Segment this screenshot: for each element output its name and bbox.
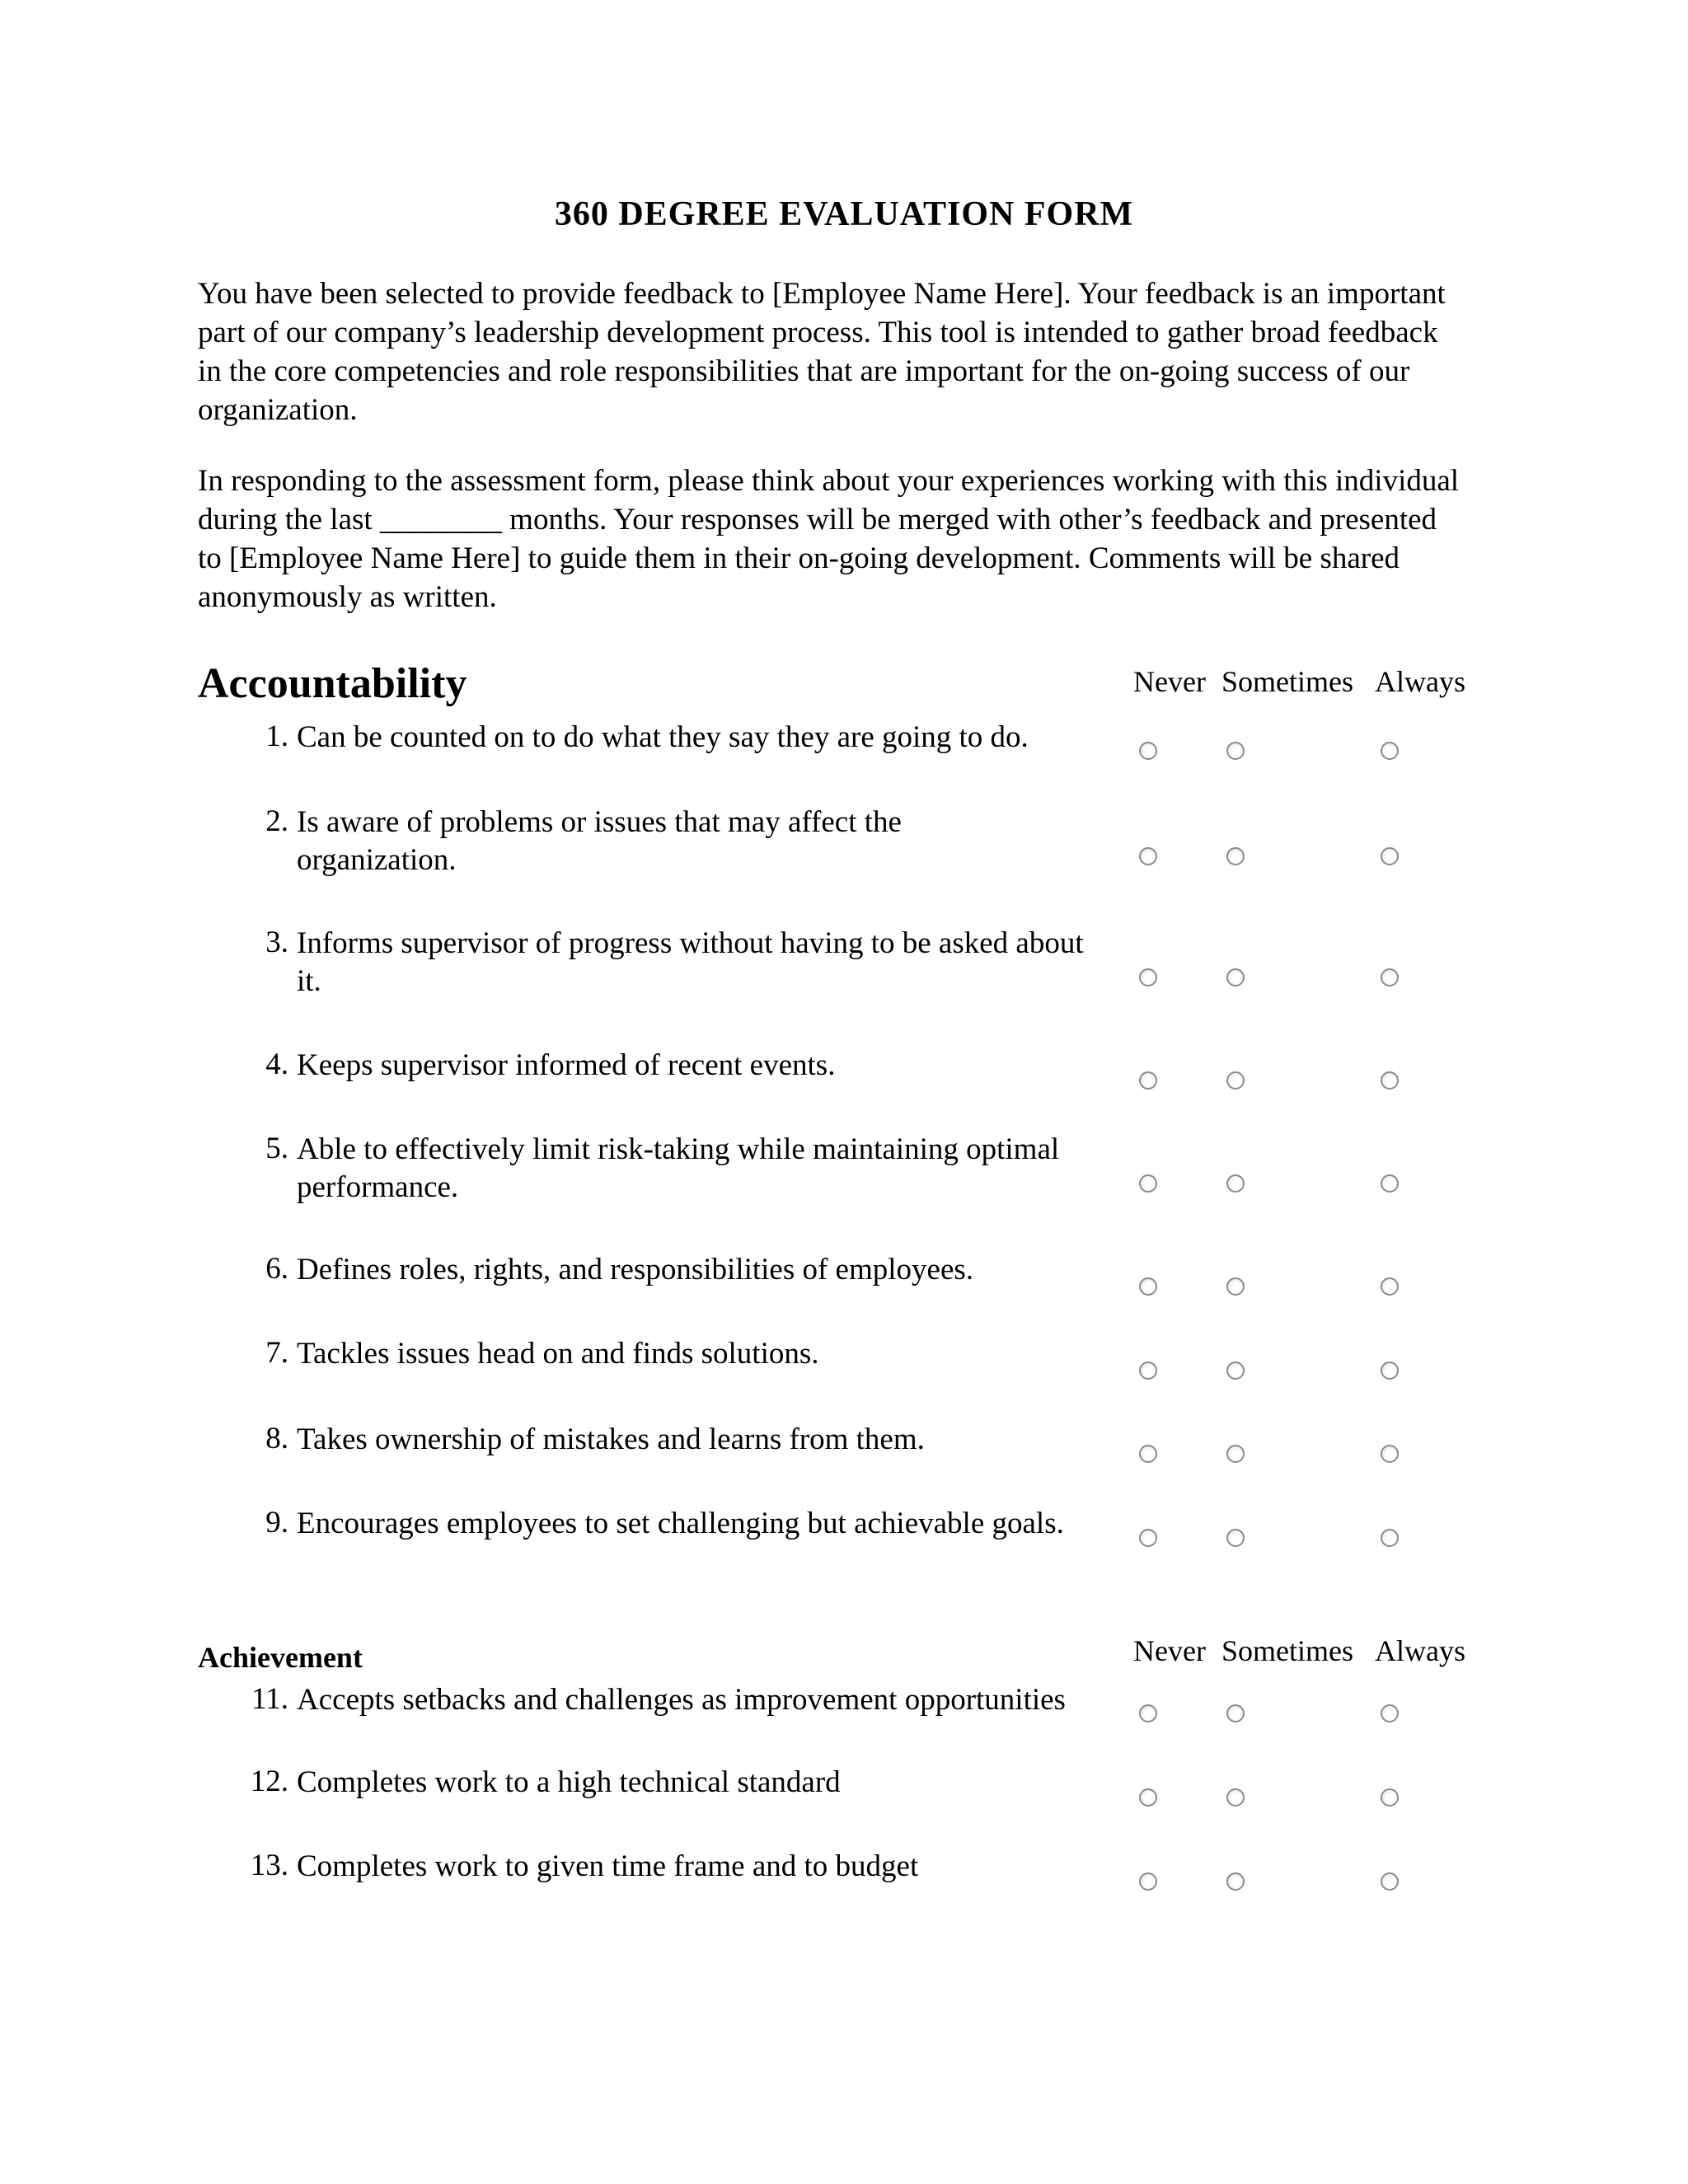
radio-q11-always[interactable] [1381,1704,1399,1722]
question-number: 1. [265,719,288,753]
question-text: Completes work to a high technical standard [297,1765,841,1799]
radio-q1-sometimes[interactable] [1226,742,1245,760]
radio-q7-never[interactable] [1139,1361,1157,1380]
radio-q8-sometimes[interactable] [1226,1445,1245,1463]
radio-q6-always[interactable] [1381,1277,1399,1296]
question-number: 7. [265,1336,288,1370]
question-number: 8. [265,1422,288,1455]
radio-q7-always[interactable] [1381,1361,1399,1380]
scale-label-never: Never [1133,1634,1206,1667]
radio-q13-always[interactable] [1381,1872,1399,1891]
radio-q3-sometimes[interactable] [1226,968,1245,987]
scale-label-sometimes: Sometimes [1221,1634,1353,1667]
question-number: 4. [265,1047,288,1081]
radio-q4-sometimes[interactable] [1226,1071,1245,1090]
question-text: Encourages employees to set challenging but achievable goals. [297,1507,1064,1540]
radio-q11-never[interactable] [1139,1704,1157,1722]
scale-label-sometimes: Sometimes [1221,665,1353,698]
question-text: Can be counted on to do what they say they are going to do. [297,720,1029,754]
question-text: Accepts setbacks and challenges as improvement opportunities [297,1683,1066,1717]
question-text: Able to effectively limit risk-taking while maintaining optimal performance. [297,1132,1060,1204]
radio-q13-never[interactable] [1139,1872,1157,1891]
radio-q8-never[interactable] [1139,1445,1157,1463]
form-title: 360 DEGREE EVALUATION FORM [554,195,1134,233]
radio-q12-always[interactable] [1381,1788,1399,1807]
intro-paragraph-2: In responding to the assessment form, please think about your experiences working with this individual during the last ________ months. Your responses will be merged with other’s feedback and presented to [Employee Name Here] to guide them in their on-going development. Comments will be shared anonymously as written. [198,464,1460,614]
question-text: Tackles issues head on and finds solutions. [297,1337,819,1371]
radio-q5-sometimes[interactable] [1226,1174,1245,1193]
scale-label-always: Always [1375,1634,1465,1667]
radio-q2-never[interactable] [1139,847,1157,865]
radio-q4-always[interactable] [1381,1071,1399,1090]
question-text: Keeps supervisor informed of recent events. [297,1048,836,1082]
question-text: Completes work to given time frame and to budget [297,1849,919,1883]
scale-label-never: Never [1133,665,1206,698]
radio-q2-sometimes[interactable] [1226,847,1245,865]
radio-q5-never[interactable] [1139,1174,1157,1193]
question-number: 5. [265,1132,288,1165]
question-text: Informs supervisor of progress without having to be asked about it. [297,926,1084,998]
question-number: 12. [250,1765,288,1798]
question-number: 3. [265,926,288,959]
section-title-achievement: Achievement [198,1641,363,1674]
radio-q9-never[interactable] [1139,1529,1157,1547]
radio-q1-always[interactable] [1381,742,1399,760]
radio-q6-sometimes[interactable] [1226,1277,1245,1296]
radio-q2-always[interactable] [1381,847,1399,865]
radio-q1-never[interactable] [1139,742,1157,760]
question-number: 2. [265,804,288,838]
section-title-accountability: Accountability [198,660,467,707]
question-number: 11. [251,1682,288,1716]
radio-q9-always[interactable] [1381,1529,1399,1547]
radio-q5-always[interactable] [1381,1174,1399,1193]
radio-q3-always[interactable] [1381,968,1399,987]
question-number: 9. [265,1506,288,1540]
question-text: Defines roles, rights, and responsibilities of employees. [297,1253,974,1286]
radio-q12-sometimes[interactable] [1226,1788,1245,1807]
radio-q11-sometimes[interactable] [1226,1704,1245,1722]
radio-q12-never[interactable] [1139,1788,1157,1807]
question-text: Is aware of problems or issues that may affect the organization. [297,805,902,877]
scale-label-always: Always [1375,665,1465,698]
radio-q7-sometimes[interactable] [1226,1361,1245,1380]
radio-q6-never[interactable] [1139,1277,1157,1296]
radio-q9-sometimes[interactable] [1226,1529,1245,1547]
question-number: 6. [265,1252,288,1286]
question-text: Takes ownership of mistakes and learns from them. [297,1422,925,1456]
question-number: 13. [250,1849,288,1882]
radio-q13-sometimes[interactable] [1226,1872,1245,1891]
radio-q8-always[interactable] [1381,1445,1399,1463]
radio-q3-never[interactable] [1139,968,1157,987]
intro-paragraph-1: You have been selected to provide feedback to [Employee Name Here]. Your feedback is an important part of our company’s leadership development process. This tool is intended to gather broad feedback in the core competencies and role responsibilities that are important for the on-going success of our organization. [198,277,1446,427]
radio-q4-never[interactable] [1139,1071,1157,1090]
